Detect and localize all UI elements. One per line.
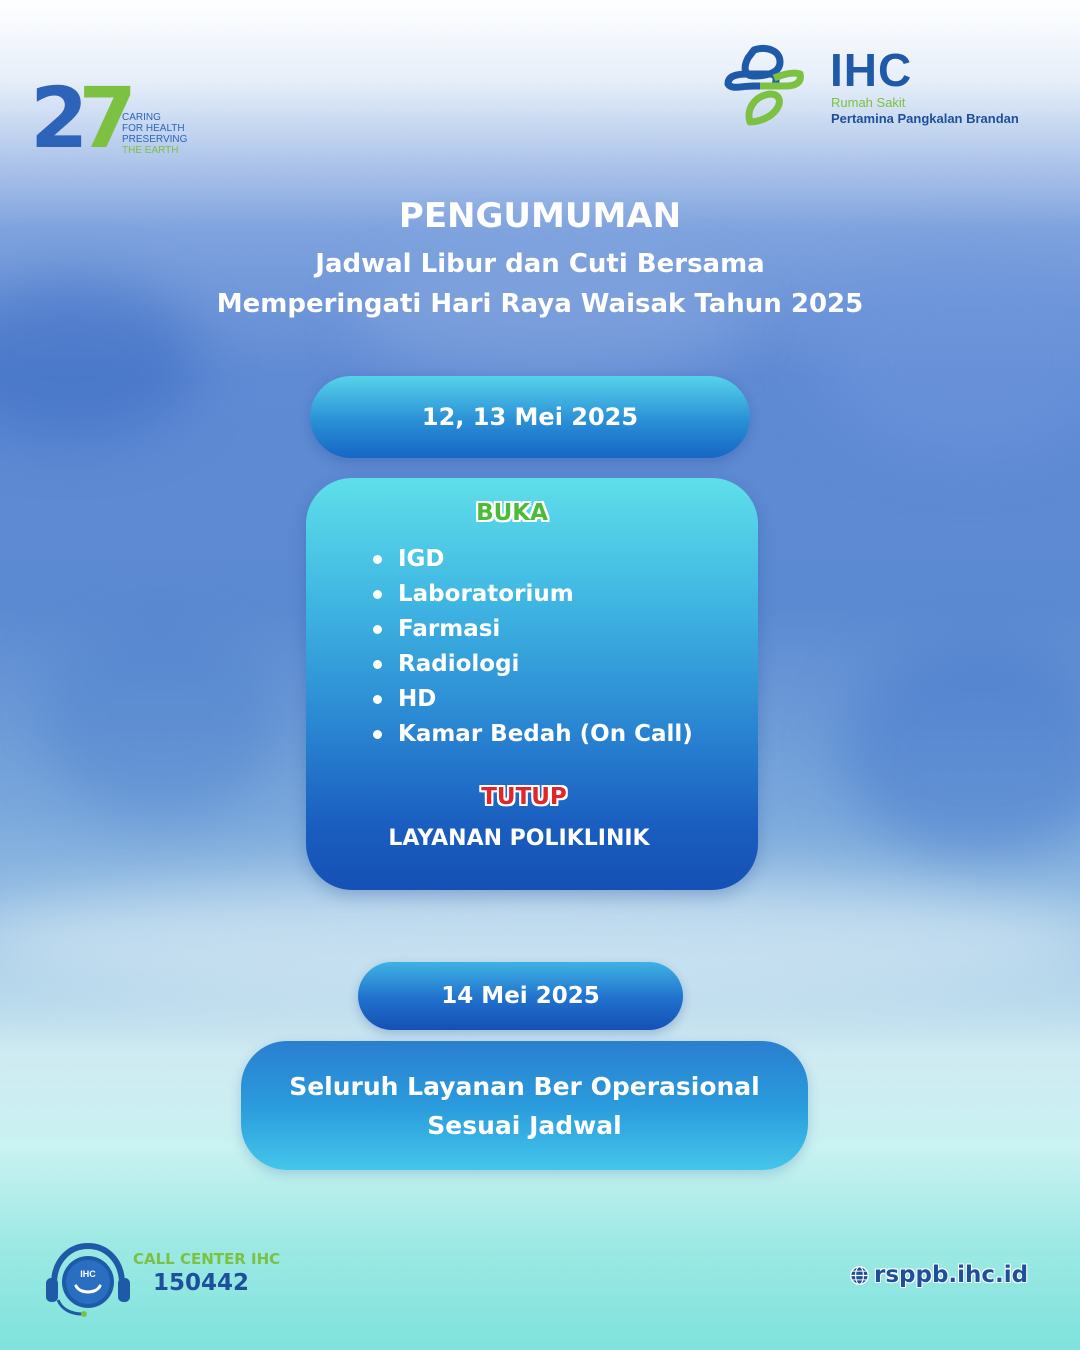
closed-service: LAYANAN POLIKLINIK (388, 826, 650, 851)
announcement-subtitle-line2: Memperingati Hari Raya Waisak Tahun 2025 (216, 289, 864, 319)
date-pill-1 (310, 376, 750, 458)
open-label: BUKA (476, 500, 548, 526)
anniversary-logo (30, 70, 190, 166)
ihc-location: Pertamina Pangkalan Brandan (831, 111, 1019, 126)
bullet-icon (373, 730, 382, 739)
closed-label: TUTUP (481, 784, 567, 810)
announcement-subtitle-line1: Jadwal Libur dan Cuti Bersama (315, 249, 765, 279)
schedule-panel-1 (306, 478, 758, 890)
anniversary-digit-7: 7 (78, 69, 127, 167)
schedule-2-note-line1: Seluruh Layanan Ber Operasional (289, 1071, 760, 1101)
list-item: HD (372, 682, 693, 717)
globe-icon (849, 1265, 870, 1286)
list-item: Laboratorium (372, 577, 693, 612)
ihc-title: IHC (830, 44, 913, 96)
svg-text:IHC: IHC (80, 1269, 96, 1279)
bullet-icon (373, 695, 382, 704)
bullet-icon (373, 625, 382, 634)
anniversary-tagline: CARING FOR HEALTH PRESERVING THE EARTH (122, 112, 188, 156)
schedule-2-note-line2: Sesuai Jadwal (427, 1110, 622, 1140)
website-link[interactable] (849, 1262, 1028, 1288)
ihc-subtitle: Rumah Sakit (831, 95, 906, 110)
date-2-label: 14 Mei 2025 (441, 983, 600, 1009)
anniversary-digit-2: 2 (30, 69, 79, 167)
list-item: IGD (372, 542, 693, 577)
headset-icon (44, 1242, 132, 1320)
list-item: Kamar Bedah (On Call) (372, 717, 693, 752)
date-1-label: 12, 13 Mei 2025 (421, 403, 639, 431)
list-item: Radiologi (372, 647, 693, 682)
call-center-number: 150442 (153, 1270, 250, 1296)
ihc-logo-icon (724, 44, 804, 128)
schedule-panel-2 (241, 1041, 808, 1170)
announcement-title: PENGUMUMAN (398, 196, 682, 236)
list-item: Farmasi (372, 612, 693, 647)
bullet-icon (373, 590, 382, 599)
website-url: rsppb.ihc.id (874, 1262, 1029, 1288)
bullet-icon (373, 660, 382, 669)
open-services-list (372, 542, 693, 752)
call-center-label: CALL CENTER IHC (133, 1250, 281, 1268)
bullet-icon (373, 555, 382, 564)
date-pill-2 (358, 962, 683, 1030)
